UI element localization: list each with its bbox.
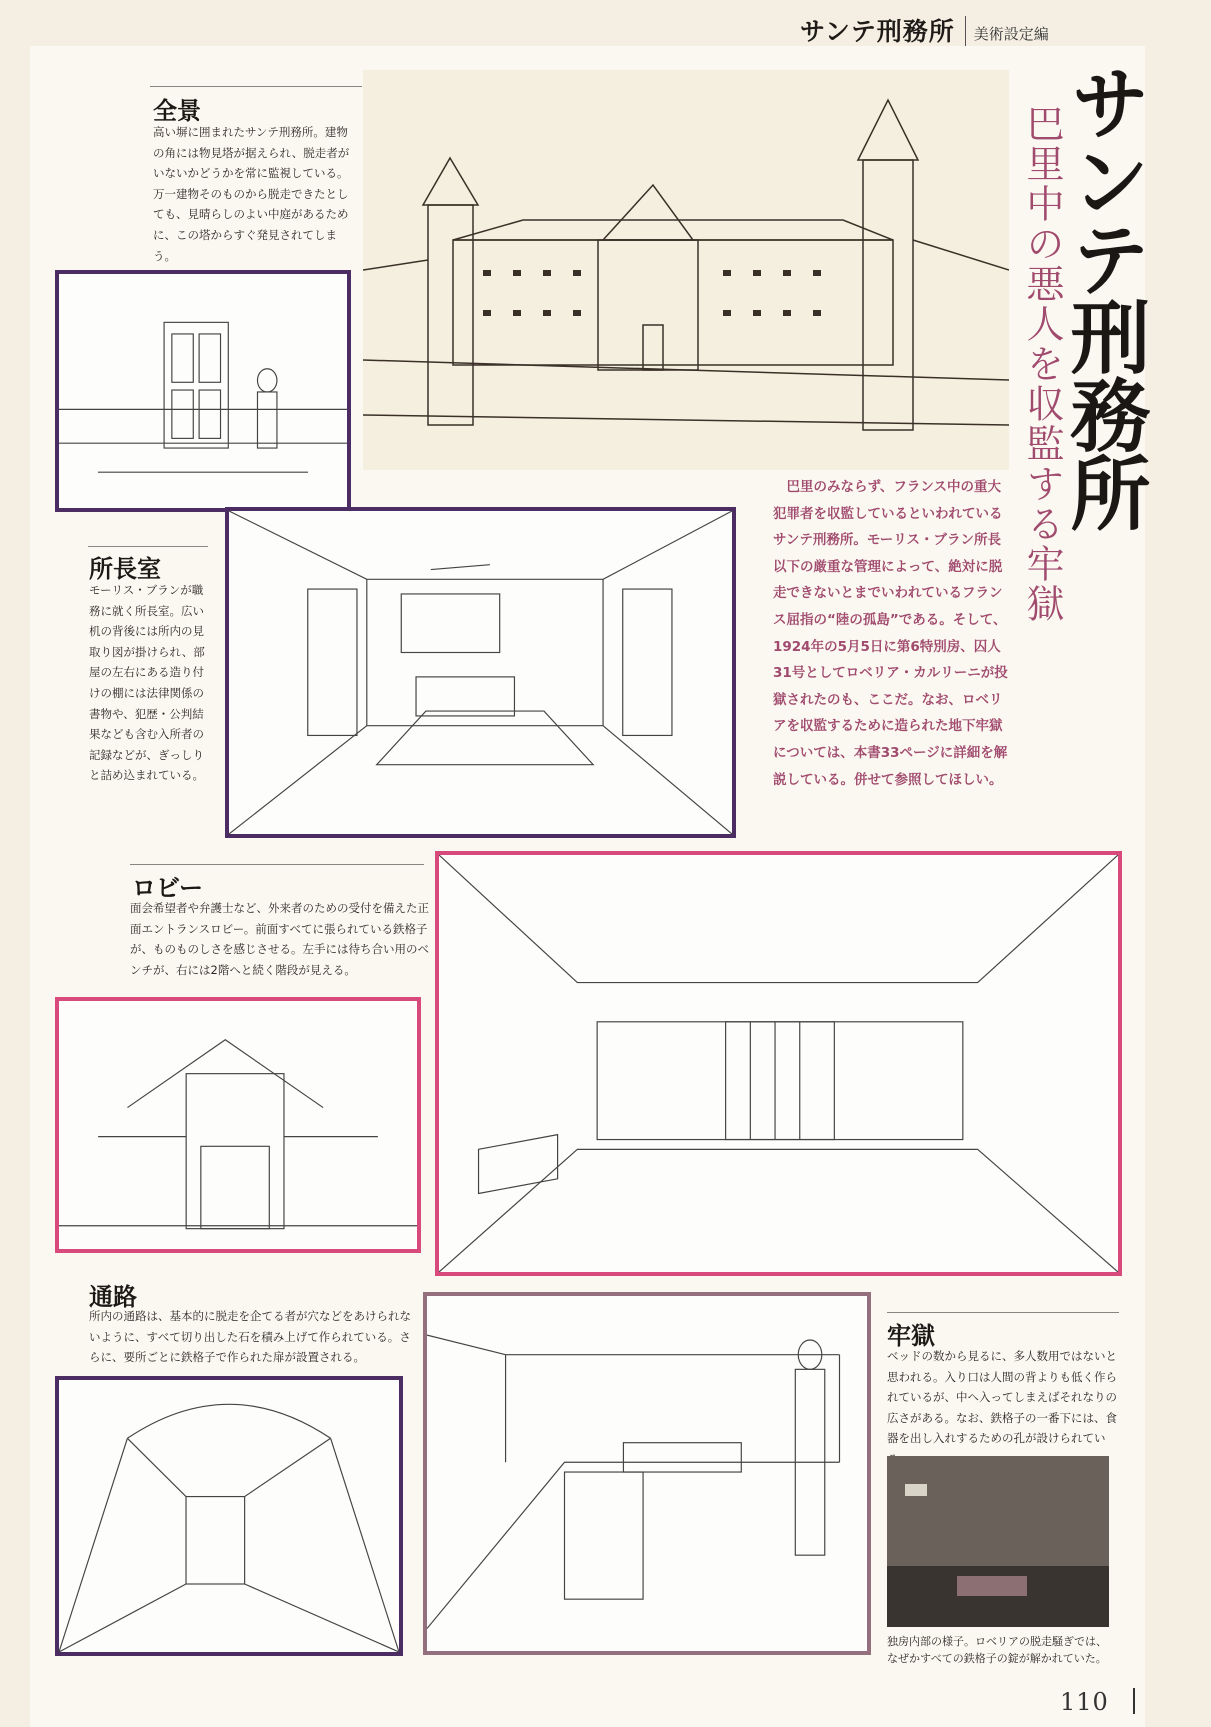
cell-screenshot <box>887 1456 1109 1627</box>
section-text-corridor: 所内の通路は、基本的に脱走を企てる者が穴などをあけられないように、すべて切り出した石を積み上げて作られている。さらに、要所ごとに鉄格子で作られた扉が設置される。 <box>89 1309 411 1365</box>
page-header <box>800 8 1049 48</box>
section-title-lobby: ロビー <box>132 873 204 902</box>
section-rule <box>88 546 208 547</box>
lobby-exterior-sketch <box>55 997 421 1253</box>
main-subtitle: 巴里中の悪人を収監する牢獄 <box>1020 104 1064 624</box>
corridor-sketch <box>55 1376 403 1656</box>
section-title-warden-office: 所長室 <box>89 554 161 583</box>
section-title-corridor: 通路 <box>89 1282 137 1311</box>
intro-text: 巴里のみならず、フランス中の重大犯罪者を収監しているといわれているサンテ刑務所。モーリス・ブラン所長以下の厳重な管理によって、絶対に脱走できないとまでいわれているフランス屈指の“陸の孤島”である。そして、1924年の5月5日に第6特別房、囚人31号としてロベリア・カルリーニが投獄されたのも、ここだ。なお、ロベリアを収監するために造られた地下牢獄については、本書33ページに詳細を解説している。併せて参照してほしい。 <box>773 479 1008 788</box>
section-rule <box>130 864 424 865</box>
main-title: サンテ刑務所 <box>1057 62 1150 530</box>
lobby-interior-sketch <box>435 851 1122 1276</box>
header-divider <box>965 16 966 46</box>
section-title-overview: 全景 <box>153 96 201 125</box>
header-subtitle: 美術設定編 <box>973 25 1049 43</box>
warden-office-sketch <box>225 507 736 838</box>
section-text-warden-office: モーリス・ブランが職務に就く所長室。広い机の背後には所内の見取り図が掛けられ、部屋の左右にある造り付けの棚には法律関係の書物や、犯歴・公判結果なども含む入所者の記録などが、ぎっしりと詰め込まれている。 <box>89 583 205 783</box>
section-title-prison-cell: 牢獄 <box>887 1321 935 1350</box>
exterior-sketch <box>363 70 1009 470</box>
page-number: 110 <box>1060 1688 1109 1716</box>
header-title: サンテ刑務所 <box>800 17 955 46</box>
prison-cell-sketch <box>423 1292 871 1655</box>
cell-screenshot-caption: 独房内部の様子。ロベリアの脱走騒ぎでは、なぜかすべての鉄格子の錠が解かれていた。 <box>887 1635 1107 1665</box>
section-text-overview: 高い塀に囲まれたサンテ刑務所。建物の角には物見塔が据えられ、脱走者がいないかどうかを常に監視している。万一建物そのものから脱走できたとしても、見晴らしのよい中庭があるために、この塔からすぐ発見されてしまう。 <box>153 125 350 263</box>
section-text-lobby: 面会希望者や弁護士など、外来者のための受付を備えた正面エントランスロビー。前面すべてに張られている鉄格子が、ものものしさを感じさせる。左手には待ち合い用のベンチが、右には2階へと続く階段が見える。 <box>130 901 429 977</box>
section-text-prison-cell: ベッドの数から見るに、多人数用ではないと思われる。入り口は人間の背よりも低く作られているが、中へ入ってしまえばそれなりの広さがある。なお、鉄格子の一番下には、食器を出し入れするための孔が設けられてい <box>887 1349 1117 1446</box>
section-rule <box>887 1312 1119 1313</box>
door-sketch <box>55 270 351 512</box>
section-rule <box>150 86 362 87</box>
page-number-bar <box>1133 1688 1135 1714</box>
